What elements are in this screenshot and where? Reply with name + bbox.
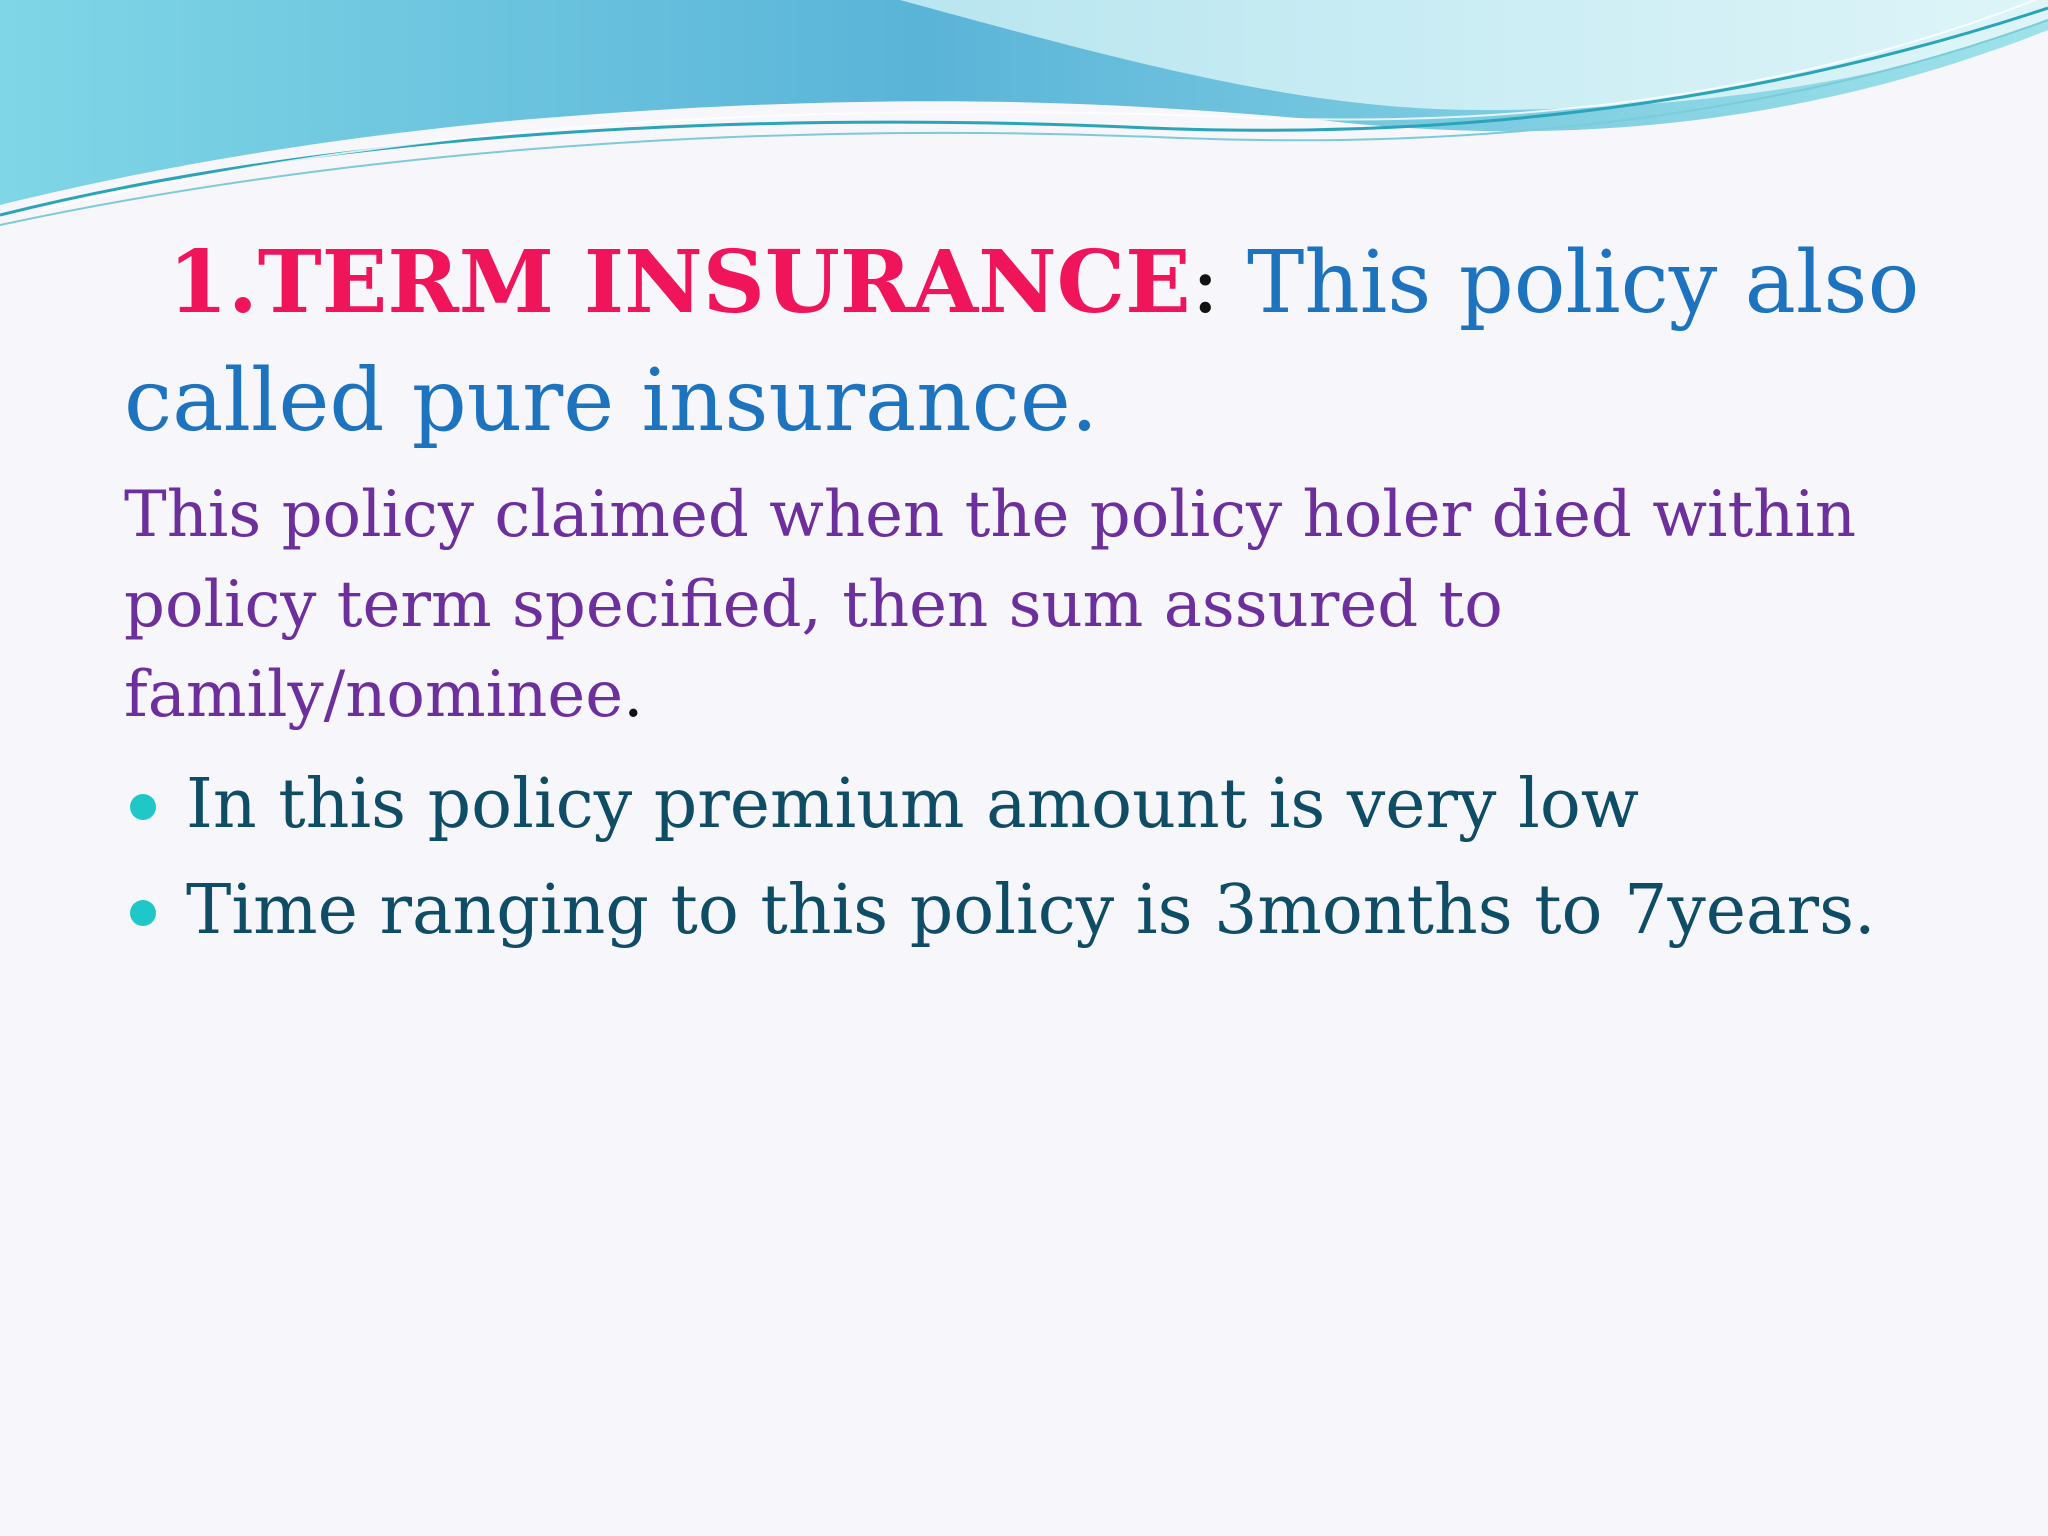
term-description <box>124 470 1964 740</box>
description-text: This policy claimed when the policy holer died within policy term specified, then sum assured to family/nominee <box>124 478 1857 732</box>
slide-heading <box>124 224 1964 460</box>
bullet-text: Time ranging to this policy is 3months to 7years. <box>186 871 1876 950</box>
heading-text: This policy also called pure insurance. <box>124 233 1920 451</box>
bullet-item <box>124 858 1964 964</box>
bullet-list <box>124 752 1964 964</box>
bullet-dot-icon <box>130 794 156 820</box>
term-colon: : <box>1190 233 1220 333</box>
bullet-text: In this policy premium amount is very low <box>186 765 1639 844</box>
description-period: . <box>623 658 644 732</box>
bullet-dot-icon <box>130 900 156 926</box>
wave-header-decoration <box>0 0 2048 240</box>
bullet-item <box>124 752 1964 858</box>
term-title: 1.TERM INSURANCE <box>168 232 1191 333</box>
slide-content <box>124 224 1964 964</box>
